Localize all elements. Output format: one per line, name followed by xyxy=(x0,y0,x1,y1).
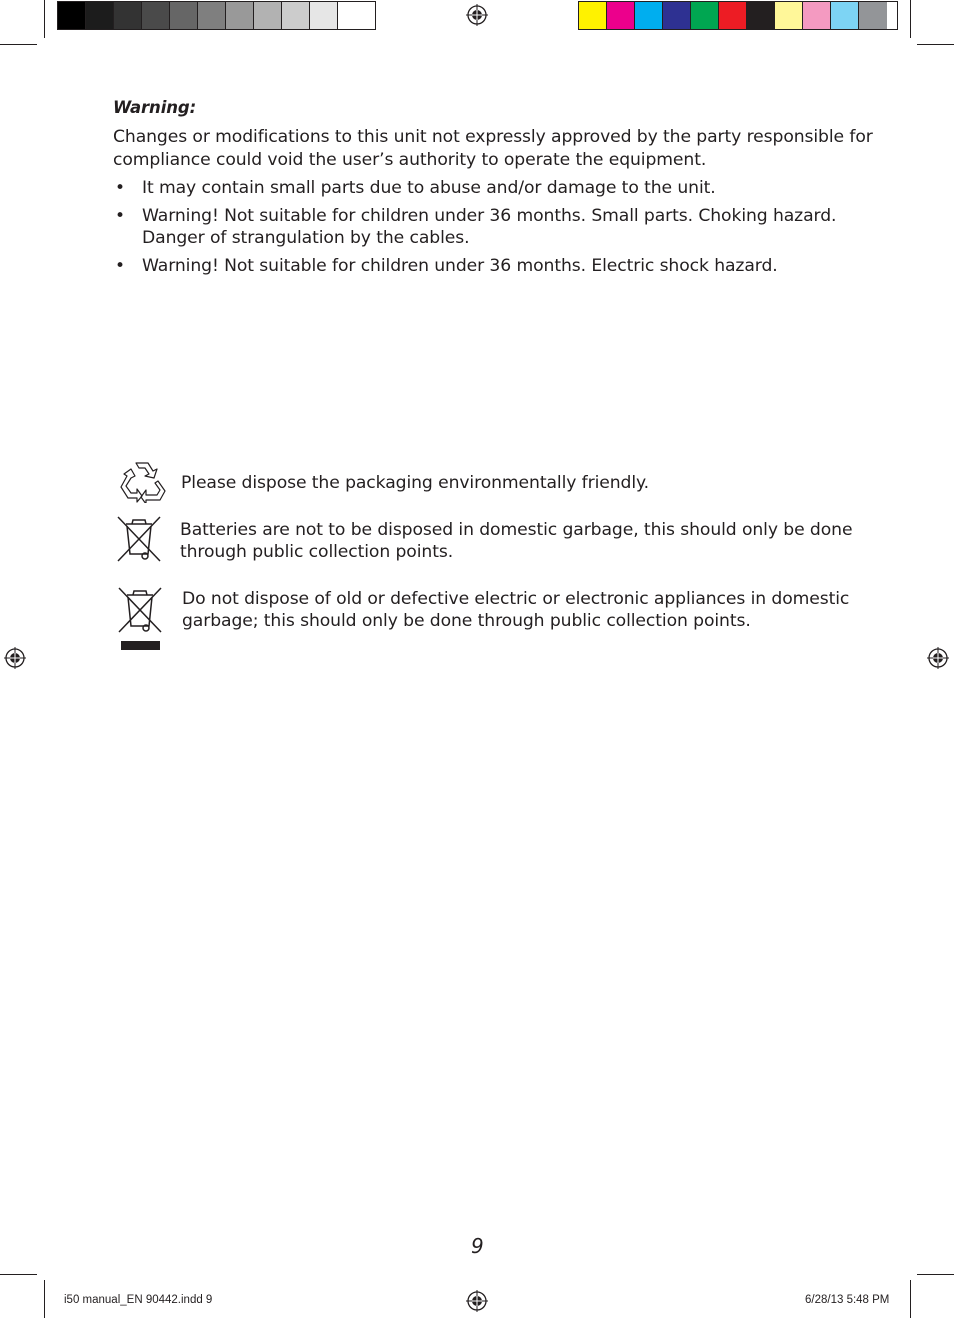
crop-mark xyxy=(910,0,911,38)
color-swatch xyxy=(226,2,254,29)
color-swatch xyxy=(635,2,663,29)
color-swatch xyxy=(142,2,170,29)
disposal-text: Batteries are not to be disposed in domestic garbage, this should only be done xyxy=(180,520,853,540)
color-swatch xyxy=(719,2,747,29)
crop-mark xyxy=(917,1274,954,1275)
bullet-text: It may contain small parts due to abuse and/or damage to the unit. xyxy=(142,178,716,198)
page-number: 9 xyxy=(471,1234,484,1258)
disposal-text: Do not dispose of old or defective electric or electronic appliances in domestic xyxy=(182,589,850,609)
disposal-text: through public collection points. xyxy=(180,542,454,562)
registration-mark-icon xyxy=(466,4,488,26)
warning-intro: Changes or modifications to this unit not expressly approved by the party responsible for xyxy=(113,127,873,147)
crop-mark xyxy=(44,1280,45,1318)
color-swatch xyxy=(114,2,142,29)
color-swatch xyxy=(663,2,691,29)
color-swatch xyxy=(310,2,338,29)
registration-mark-icon xyxy=(927,647,949,669)
color-swatch xyxy=(170,2,198,29)
crop-mark xyxy=(910,1280,911,1318)
slug-filename: i50 manual_EN 90442.indd 9 xyxy=(64,1294,213,1306)
color-swatch xyxy=(607,2,635,29)
recycle-icon xyxy=(118,459,168,503)
crop-mark xyxy=(0,44,37,45)
disposal-text: Please dispose the packaging environmentally friendly. xyxy=(181,473,650,493)
crop-mark xyxy=(0,1274,37,1275)
color-bar xyxy=(578,1,898,30)
crossed-bin-bar-icon xyxy=(116,585,164,653)
color-swatch xyxy=(282,2,310,29)
color-swatch xyxy=(198,2,226,29)
color-swatch xyxy=(254,2,282,29)
slug-timestamp: 6/28/13 5:48 PM xyxy=(805,1294,890,1306)
color-swatch xyxy=(775,2,803,29)
bullet-marker: • xyxy=(115,206,126,226)
color-swatch xyxy=(86,2,114,29)
bullet-text: Warning! Not suitable for children under 36 months. Small parts. Choking hazard. xyxy=(142,206,837,226)
color-swatch xyxy=(579,2,607,29)
warning-heading: Warning: xyxy=(113,98,197,117)
bullet-marker: • xyxy=(115,256,126,276)
color-swatch xyxy=(747,2,775,29)
registration-mark-icon xyxy=(466,1290,488,1312)
color-swatch xyxy=(859,2,887,29)
bullet-text: Warning! Not suitable for children under 36 months. Electric shock hazard. xyxy=(142,256,778,276)
bullet-marker: • xyxy=(115,178,126,198)
crossed-bin-icon xyxy=(116,514,162,564)
color-swatch xyxy=(831,2,859,29)
disposal-text: garbage; this should only be done through public collection points. xyxy=(182,611,751,631)
crop-mark xyxy=(917,44,954,45)
color-swatch xyxy=(803,2,831,29)
color-swatch xyxy=(338,2,366,29)
crop-mark xyxy=(44,0,45,38)
grayscale-bar xyxy=(57,1,376,30)
color-swatch xyxy=(58,2,86,29)
registration-mark-icon xyxy=(4,647,26,669)
warning-intro: compliance could void the user’s authority to operate the equipment. xyxy=(113,150,707,170)
color-swatch xyxy=(691,2,719,29)
bullet-text: Danger of strangulation by the cables. xyxy=(142,228,470,248)
